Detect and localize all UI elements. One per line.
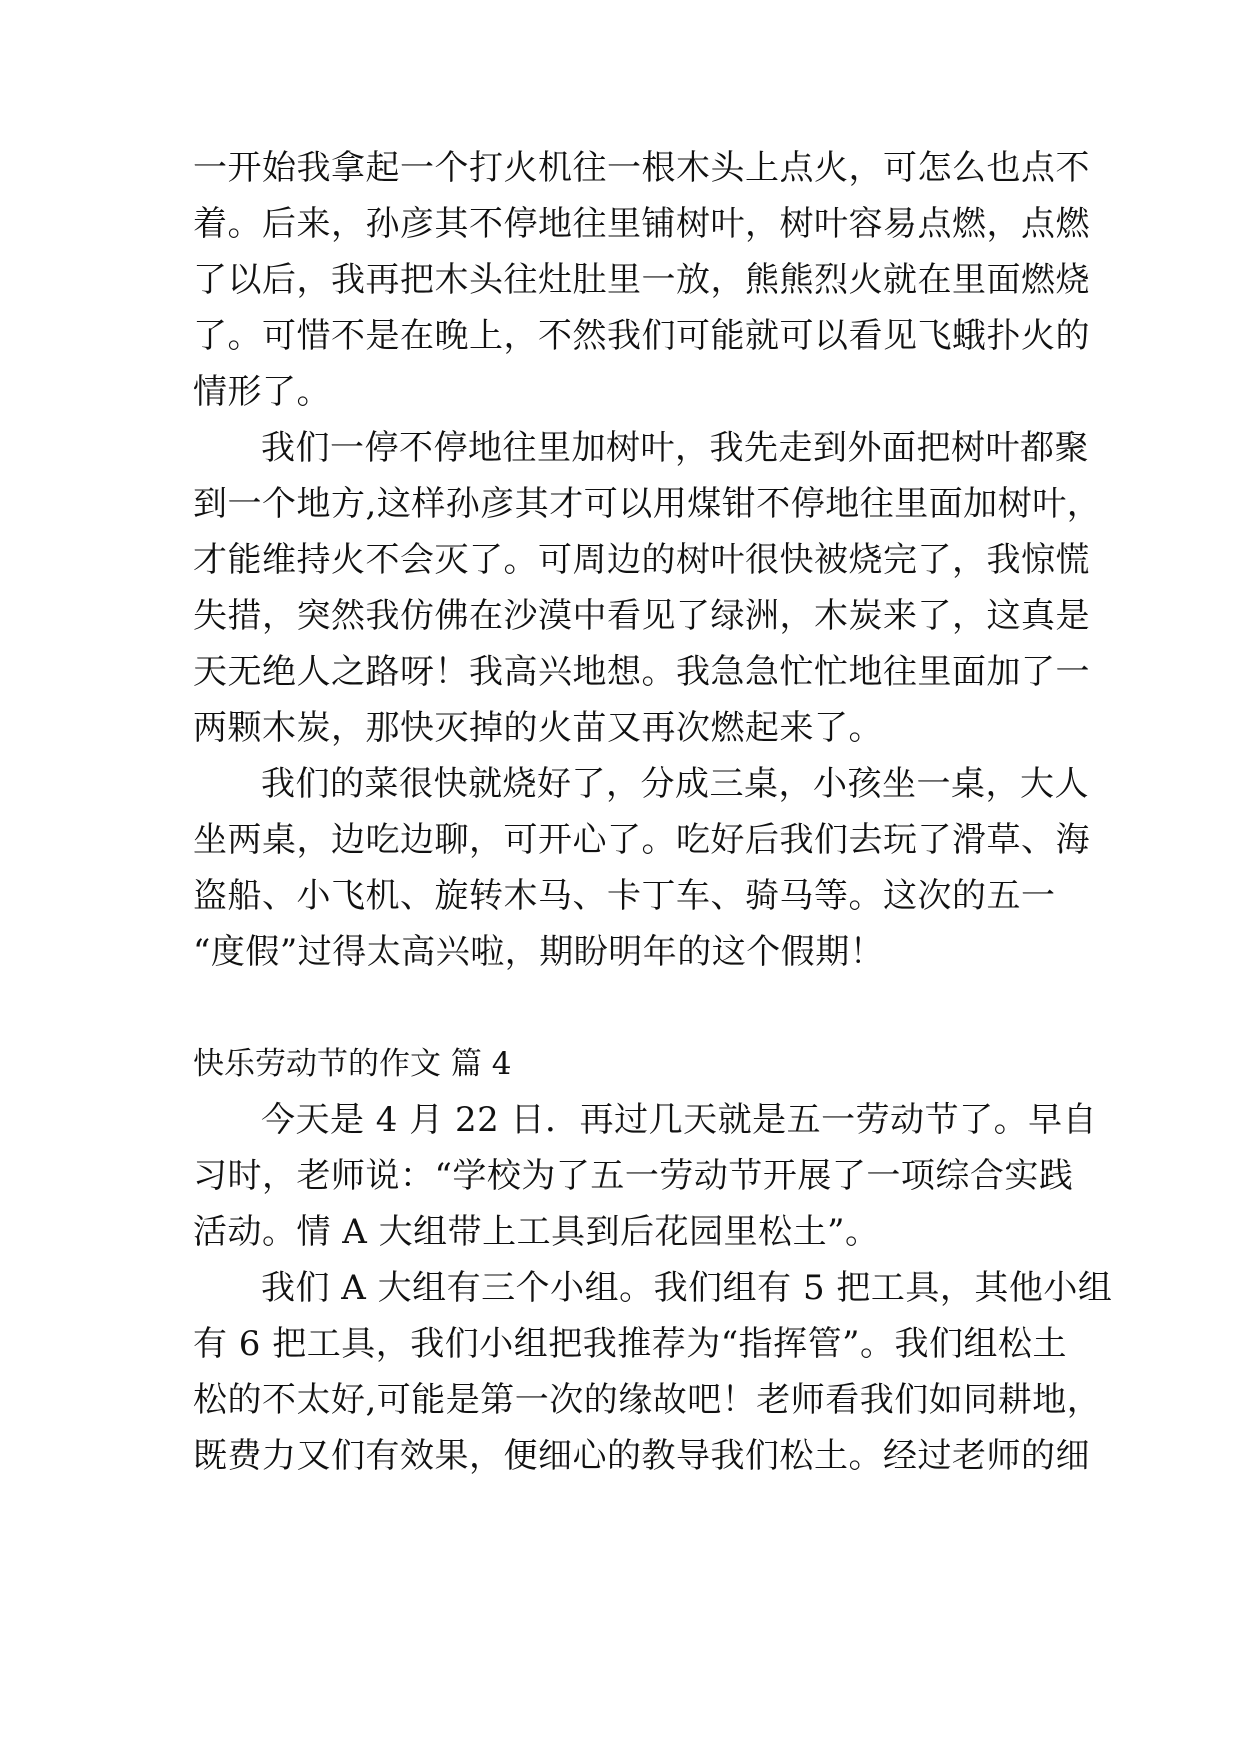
paragraph-4-line-2: 习时，老师说：“学校为了五一劳动节开展了一项综合实践	[193, 1156, 1074, 1196]
paragraph-4-line-3: 活动。情 A 大组带上工具到后花园里松土”。	[193, 1212, 880, 1252]
paragraph-1-line-2: 着。后来，孙彦其不停地往里铺树叶，树叶容易点燃，点燃	[193, 204, 1090, 244]
paragraph-1-line-5: 情形了。	[193, 372, 331, 412]
paragraph-5-line-3: 松的不太好,可能是第一次的缘故吧！老师看我们如同耕地，	[193, 1380, 1102, 1420]
paragraph-3-line-4: “度假”过得太高兴啦，期盼明年的这个假期！	[193, 932, 885, 972]
paragraph-4-line-1: 今天是 4 月 22 日．再过几天就是五一劳动节了。早自	[261, 1100, 1098, 1140]
paragraph-1-line-3: 了以后，我再把木头往灶肚里一放，熊熊烈火就在里面燃烧	[193, 260, 1090, 300]
paragraph-5-line-4: 既费力又们有效果，便细心的教导我们松土。经过老师的细	[193, 1436, 1090, 1476]
paragraph-3-line-3: 盗船、小飞机、旋转木马、卡丁车、骑马等。这次的五一	[193, 876, 1056, 916]
paragraph-3-line-1: 我们的菜很快就烧好了，分成三桌，小孩坐一桌，大人	[261, 764, 1089, 804]
paragraph-3-line-2: 坐两桌，边吃边聊，可开心了。吃好后我们去玩了滑草、海	[193, 820, 1090, 860]
paragraph-2-line-3: 才能维持火不会灭了。可周边的树叶很快被烧完了，我惊慌	[193, 540, 1090, 580]
paragraph-2-line-2: 到一个地方,这样孙彦其才可以用煤钳不停地往里面加树叶，	[193, 484, 1102, 524]
paragraph-5-line-2: 有 6 把工具，我们小组把我推荐为“指挥管”。我们组松土	[193, 1324, 1068, 1364]
paragraph-1-line-1: 一开始我拿起一个打火机往一根木头上点火，可怎么也点不	[193, 148, 1090, 188]
paragraph-2-line-4: 失措，突然我仿佛在沙漠中看见了绿洲，木炭来了，这真是	[193, 596, 1090, 636]
paragraph-2-line-1: 我们一停不停地往里加树叶，我先走到外面把树叶都聚	[261, 428, 1089, 468]
paragraph-1-line-4: 了。可惜不是在晚上，不然我们可能就可以看见飞蛾扑火的	[193, 316, 1090, 356]
section-title: 快乐劳动节的作文 篇 4	[193, 1046, 512, 1082]
paragraph-2-line-5: 天无绝人之路呀！我高兴地想。我急急忙忙地往里面加了一	[193, 652, 1090, 692]
paragraph-5-line-1: 我们 A 大组有三个小组。我们组有 5 把工具，其他小组	[261, 1268, 1113, 1308]
paragraph-2-line-6: 两颗木炭，那快灭掉的火苗又再次燃起来了。	[193, 708, 883, 748]
